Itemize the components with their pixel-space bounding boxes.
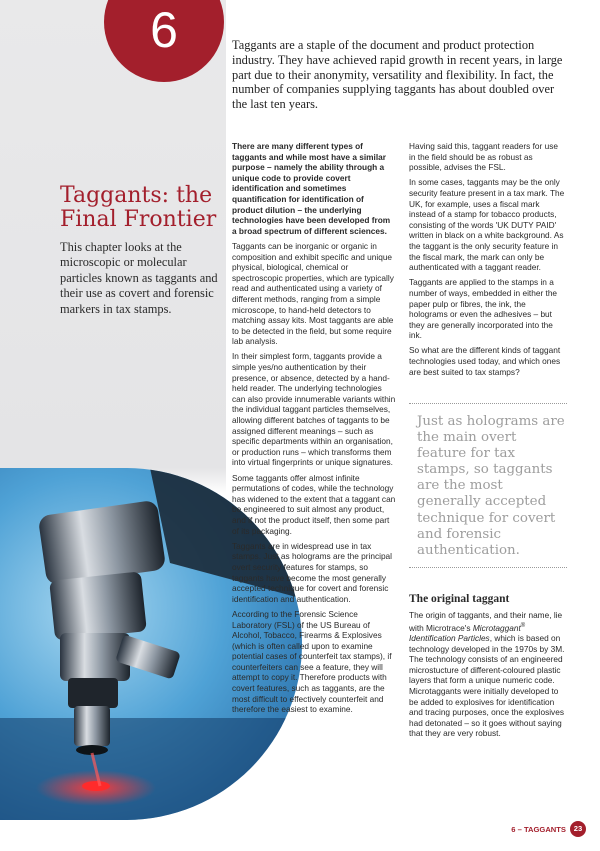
body-italic: Microtaggant bbox=[472, 622, 521, 633]
pull-quote bbox=[409, 403, 567, 568]
section-body bbox=[409, 610, 566, 743]
body-paragraph: Having said this, taggant readers for use in the field should be as robust as possible, advises the FSL. bbox=[409, 141, 558, 173]
body-paragraph: In their simplest form, taggants provide a simple yes/no authentication by their presence, or absence, detected by a hand-held reader. The underlying technologies can also provide innumerable variants within the individual taggant particles themselves, allowing different batches of taggants to be assigned different meanings – such as specific departments within an organisation, or production runs – which transforms them into virtual fingerprints or unique signatures. bbox=[232, 351, 396, 468]
pull-quote-text: Just as holograms are the main overt feature for tax stamps, so taggants are the most generally accepted technique for covert and forensic authentication. bbox=[417, 414, 565, 558]
body-paragraph: Taggants can be inorganic or organic in composition and exhibit specific and unique physical, biological, chemical or spectroscopic properties, which are typically read and authenticated using a variety of different methods, ranging from a simple microscope, to hand-held detectors to matching assay kits. Most taggants are able to be detected in the field, but some require lab analysis. bbox=[232, 240, 394, 347]
body-column-left bbox=[232, 141, 396, 719]
body-text: The origin of taggants, and their name, lie with Microtrace's bbox=[409, 610, 563, 633]
body-column-right bbox=[409, 141, 566, 382]
page-footer bbox=[511, 821, 586, 837]
page-number: 23 bbox=[570, 821, 586, 837]
body-paragraph: There are many different types of taggants and while most have a similar purpose – namely the ability through a unique code to provide covert identification and sometimes quantification for identification of product dilution – the underlying technologies have been developed from a broad spectrum of different sciences. bbox=[232, 141, 391, 236]
body-paragraph: Taggants are applied to the stamps in a number of ways, embedded in either the paper pulp or fibres, the ink, the holograms or even the adhesives – but they are generally incorporated into the ink. bbox=[409, 277, 558, 341]
chapter-title: Taggants: the Final Frontier bbox=[60, 183, 217, 232]
body-paragraph: Taggants are in widespread use in tax stamps. Just as holograms are the principal overt security features for stamps, so taggants have become the most generally accepted technique for covert and forensic identification and authentication. bbox=[232, 540, 393, 604]
body-paragraph: Some taggants offer almost infinite permutations of codes, while the technology has widened to the extent that a taggant can be engineered to suit almost any product, and if not the product itself, then some part of its packaging. bbox=[232, 472, 396, 536]
section-heading: The original taggant bbox=[409, 593, 510, 605]
lead-paragraph: Taggants are a staple of the document and product protection industry. They have achieved rapid growth in recent years, in large part due to their anonymity, versatility and flexibility. In fact, the number of companies supplying taggants has about doubled over the last ten years. bbox=[232, 38, 563, 112]
body-paragraph: So what are the different kinds of taggant technologies used today, and which ones are best suited to tax stamps? bbox=[409, 345, 561, 377]
body-paragraph: According to the Forensic Science Laboratory (FSL) of the US Bureau of Alcohol, Tobacco, Firearms & Explosives (which is often called upon to examine potential cases of counterfeit tax stamps), if counterfeiters can see a feature, they will attempt to copy it. Therefore products with covert features, such as taggants, are the most difficult to effectively counterfeit and therefore the easiest to examine. bbox=[232, 608, 392, 715]
chapter-number: 6 bbox=[150, 2, 178, 58]
registered-mark: ® bbox=[520, 622, 526, 629]
body-paragraph bbox=[409, 610, 566, 739]
body-paragraph: In some cases, taggants may be the only security feature present in a tax mark. The UK, for example, uses a fiscal mark instead of a stamp for tobacco products, consisting of the words 'UK DUTY PAID' written in black on a white background. As the taggant is the only security feature in the fiscal mark, the mark can only be authenticated with a taggant reader. bbox=[409, 177, 565, 273]
footer-section-label: 6 – TAGGANTS bbox=[511, 824, 566, 834]
body-text: , which is based on technology developed in the 1970s by 3M. The technology consists of an engineered microstucture of different-coloured plastic layers that form a unique numeric code. Microtaggants were initially developed to be added to explosives for identification and tracing purposes, once the explosives had detonated – so it goes without saying that they are very robust. bbox=[409, 632, 565, 739]
chapter-intro: This chapter looks at the microscopic or molecular particles known as taggants and their use as covert and forensic markers in tax stamps. bbox=[60, 240, 218, 316]
body-italic: Identification Particles bbox=[409, 632, 490, 643]
